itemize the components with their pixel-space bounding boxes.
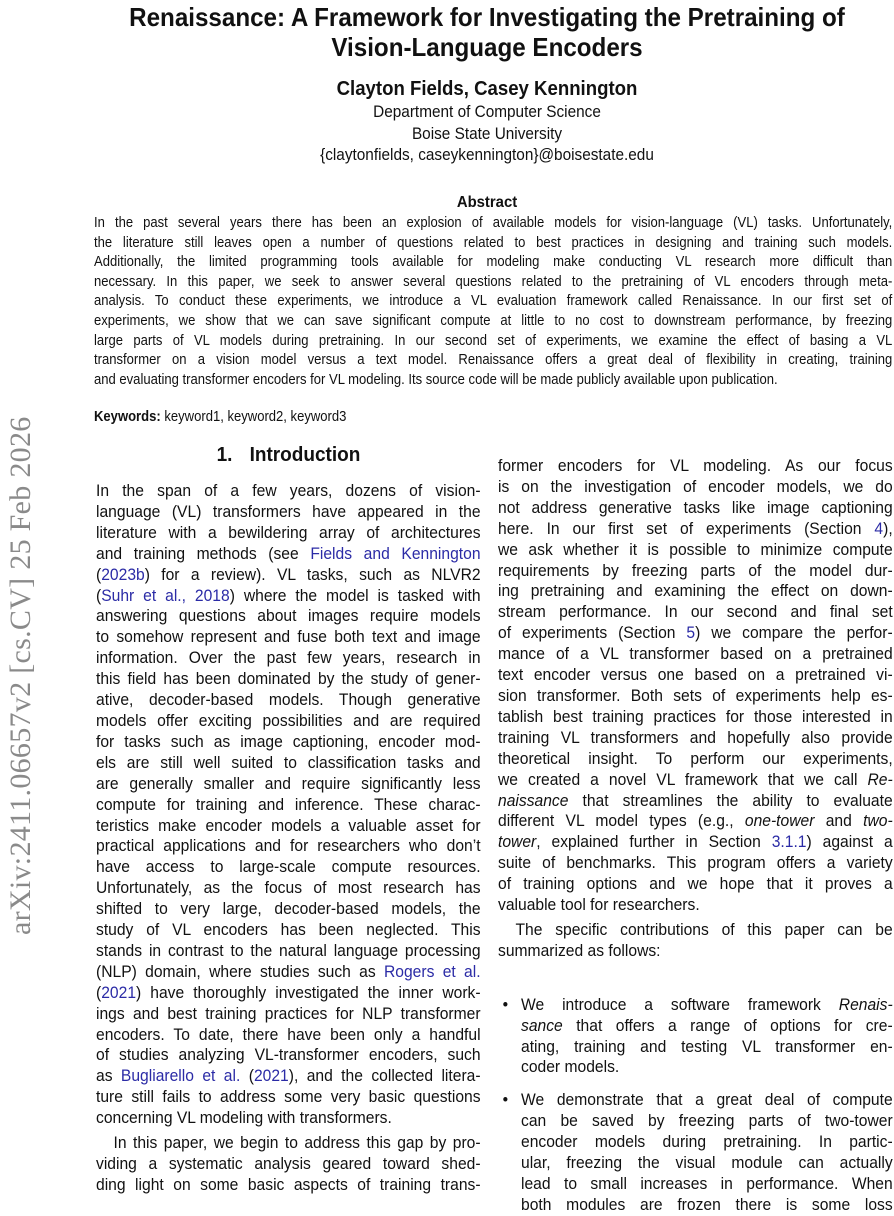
text-span: and training methods (see — [96, 543, 311, 563]
abstract-heading: Abstract — [456, 194, 518, 211]
text-span: ) where the model is tasked with — [229, 585, 481, 605]
text-line — [96, 1066, 481, 1087]
text-line: shifted to very large, decoder-based models, the — [96, 899, 481, 919]
text-line: lead to small increases in performance. When — [521, 1174, 893, 1193]
text-line: ding light on some basic aspects of training trans- — [96, 1174, 481, 1194]
text-line: are generally smaller and require significantly less — [96, 773, 481, 793]
text-line — [498, 770, 893, 791]
text-span: of experiments (Section — [498, 623, 687, 643]
text-line: analysis. To conduct these experiments, we introduce a VL evaluation framework called Renaissance. In our first set of — [94, 293, 893, 310]
text-line — [498, 811, 893, 832]
text-line: training VL transformers and hopefully also provide — [498, 727, 893, 747]
text-line — [498, 623, 893, 644]
text-span: ( — [96, 564, 102, 584]
contribution-item — [498, 995, 893, 1079]
department: Department of Computer Science — [373, 103, 601, 121]
text-span: ( — [96, 982, 102, 1002]
text-line: ular, freezing the visual module can actually — [521, 1153, 893, 1173]
text-span: We introduce a software framework — [521, 994, 839, 1014]
text-line — [498, 519, 893, 540]
text-line: mance of a VL transformer based on a pretrained — [498, 644, 893, 664]
text-line: literature with a bewildering array of architectures — [96, 522, 481, 542]
contributions-list — [498, 995, 893, 1216]
text-line: have access to large-scale compute resources. — [96, 857, 481, 877]
arxiv-identifier-stamp: arXiv:2411.06657v2 [cs.CV] 25 Feb 2026 — [4, 416, 37, 935]
citation-link[interactable]: Fields and Kennington — [310, 543, 481, 563]
right-column — [498, 456, 893, 1216]
emphasis-text: Renais- — [838, 994, 893, 1014]
paragraph — [96, 1133, 481, 1196]
emphasis-text: one-tower — [744, 811, 815, 831]
text-line: both modules are frozen there is some loss — [521, 1194, 893, 1214]
university: Boise State University — [411, 124, 563, 143]
text-span: we created a novel VL framework that we call — [498, 769, 868, 789]
text-line: tablish best training practices for those interested in — [498, 706, 893, 726]
text-line: teristics make encoder models a valuable asset for — [96, 815, 481, 835]
text-line: In the span of a few years, dozens of vision- — [96, 481, 481, 500]
citation-link[interactable]: 2021 — [253, 1066, 289, 1086]
text-line: compute for training and inference. These charac- — [96, 794, 481, 814]
emphasis-text: naissance — [498, 790, 569, 810]
text-span: that offers a range of options for cre- — [562, 1015, 893, 1035]
text-line: viding a systematic analysis geared toward shed- — [96, 1154, 481, 1173]
abstract-body — [94, 214, 892, 390]
citation-link[interactable]: 5 — [686, 623, 696, 643]
text-line: information. Over the past few years, research in — [96, 648, 481, 668]
text-line: of studies analyzing VL-transformer encoders, such — [96, 1045, 481, 1065]
text-line: practical applications and for researchers who don’t — [96, 836, 481, 856]
text-line: this field has been dominated by the study of gener- — [96, 669, 481, 689]
text-line — [96, 544, 481, 565]
citation-link[interactable]: 4 — [874, 518, 884, 538]
authors: Clayton Fields, Casey Kennington — [336, 78, 638, 100]
text-line — [96, 586, 481, 607]
emails: {claytonfields, caseykennington}@boisestate.edu — [320, 146, 654, 164]
title-line: Vision-Language Encoders — [331, 32, 643, 62]
text-line — [96, 565, 481, 586]
text-line — [498, 791, 893, 812]
citation-link[interactable]: Rogers et al. — [383, 961, 481, 981]
text-line: of training options and we hope that it proves a — [498, 874, 893, 894]
text-span: ) have thoroughly investigated the inner work- — [136, 982, 481, 1002]
emphasis-text: sance — [521, 1015, 563, 1035]
text-line: We demonstrate that a great deal of compute — [521, 1090, 893, 1110]
text-line: ative, decoder-based models. Though generative — [96, 690, 481, 710]
text-line: stands in contrast to the natural language processing — [96, 940, 481, 960]
keywords-value: keyword1, keyword2, keyword3 — [164, 409, 347, 425]
text-span: , explained further in Section — [536, 832, 772, 852]
section-heading-introduction — [106, 444, 472, 467]
bullet-icon: • — [502, 994, 509, 1014]
text-line: not address generative tasks like image captioning — [498, 497, 893, 517]
text-line — [498, 832, 893, 853]
text-line: ating, training and testing VL transformer en- — [521, 1036, 893, 1056]
keywords-label: Keywords: — [94, 409, 161, 425]
text-line: the literature still leaves open a number of questions related to best practices in designing and training such models. — [94, 234, 893, 251]
text-line: valuable tool for researchers. — [498, 895, 700, 915]
affiliation — [108, 102, 865, 167]
text-line — [96, 983, 481, 1004]
text-line: coder models. — [521, 1057, 620, 1077]
text-line: is on the investigation of encoder models, we do — [498, 476, 893, 496]
left-column — [96, 481, 481, 1196]
section-title: Introduction — [249, 444, 361, 466]
text-span: ) we compare the perfor- — [695, 623, 893, 643]
text-line: ing pretraining and examining the effect on down- — [498, 581, 893, 601]
text-line — [521, 995, 893, 1016]
contribution-item — [498, 1090, 893, 1215]
text-line: study of VL encoders has been neglected. This — [96, 920, 481, 940]
text-span: ), — [883, 518, 893, 538]
text-line: experiments, we show that we can save significant compute at little to no cost to downstream performance, by freezing — [94, 312, 893, 329]
paragraph — [498, 456, 893, 916]
text-line: we ask whether it is possible to minimize compute — [498, 539, 893, 559]
citation-link[interactable]: 2021 — [101, 982, 137, 1002]
text-span: (NLP) domain, where studies such as — [96, 961, 384, 981]
text-span: ) for a review). VL tasks, such as NLVR2 — [144, 564, 481, 584]
text-line: In this paper, we begin to address this gap by pro- — [113, 1133, 481, 1153]
emphasis-text: two- — [863, 811, 893, 831]
emphasis-text: Re- — [867, 769, 893, 789]
paper-title — [108, 2, 865, 62]
section-number: 1. — [216, 444, 233, 466]
bullet-icon: • — [502, 1090, 509, 1110]
citation-link[interactable]: 3.1.1 — [771, 832, 807, 852]
text-line: and evaluating transformer encoders for VL modeling. Its source code will be made publicly available upon publication. — [94, 371, 778, 388]
paragraph — [498, 920, 893, 962]
text-line: stream performance. In our second and final set — [498, 602, 893, 622]
text-line: summarized as follows: — [498, 940, 661, 960]
text-line: for tasks such as image captioning, encoder mod- — [96, 731, 481, 751]
text-line: ture still fails to address some very basic questions — [96, 1087, 481, 1107]
text-line: former encoders for VL modeling. As our focus — [498, 456, 893, 475]
text-span: ) against a — [806, 832, 893, 852]
text-line: large parts of VL models during pretraining. In our second set of experiments, we examine the effect of basing a VL — [94, 332, 893, 349]
text-span: and — [814, 811, 864, 831]
text-span: as — [96, 1066, 121, 1086]
text-line: In the past several years there has been an explosion of available models for vision-language (VL) tasks. Unfortunately, — [94, 215, 893, 231]
text-span: ( — [96, 585, 102, 605]
text-line: sion transformer. Both sets of experiments help es- — [498, 685, 893, 705]
text-line: necessary. In this paper, we seek to answer several questions related to the pretraining of VL encoders through meta- — [94, 273, 893, 290]
text-line: answering questions about images require models — [96, 606, 481, 626]
text-line: Unfortunately, as the focus of most research has — [96, 878, 481, 898]
text-line: encoder models during pretraining. In partic- — [521, 1132, 893, 1152]
emphasis-text: tower — [498, 832, 537, 852]
text-line: theoretical insight. To perform our experiments, — [498, 748, 893, 768]
text-span: ( — [240, 1066, 254, 1086]
text-line: ings and best training practices for NLP transformer — [96, 1003, 481, 1023]
text-line: encoders. To date, there have been only a handful — [96, 1024, 481, 1044]
text-span: here. In our first set of experiments (Section — [498, 518, 875, 538]
citation-link[interactable]: Suhr et al., 2018 — [101, 585, 230, 605]
text-line: requirements by freezing parts of the model dur- — [498, 560, 893, 580]
text-line: transformer on a vision model versus a text model. Renaissance offers a great deal of flexibility in creating, training — [94, 352, 893, 369]
text-line: to somehow represent and fuse both text and image — [96, 627, 481, 647]
citation-link[interactable]: Bugliarello et al. — [120, 1066, 241, 1086]
text-line: can be saved by freezing parts of two-tower — [521, 1111, 893, 1131]
text-line: The specific contributions of this paper can be — [515, 919, 893, 939]
text-line: els are still well suited to classification tasks and — [96, 752, 481, 772]
text-line: language (VL) transformers have appeared in the — [96, 501, 481, 521]
text-line — [96, 962, 481, 983]
keywords — [94, 409, 346, 425]
text-span: ), and the collected litera- — [288, 1066, 481, 1086]
text-span: different VL model types (e.g., — [498, 811, 745, 831]
title-line: Renaissance: A Framework for Investigating the Pretraining of — [129, 2, 845, 32]
text-line: models offer exciting possibilities and are required — [96, 710, 481, 730]
paragraph — [96, 481, 481, 1129]
text-line — [521, 1016, 893, 1037]
text-span: that streamlines the ability to evaluate — [568, 790, 893, 810]
citation-link[interactable]: 2023b — [101, 564, 145, 584]
text-line: text encoder versus one based on a pretrained vi- — [498, 665, 893, 685]
text-line: Additionally, the limited programming tools available for modeling make conducting VL research more difficult than — [94, 254, 893, 271]
text-line: suite of benchmarks. This program offers a variety — [498, 853, 893, 873]
text-line: concerning VL modeling with transformers. — [96, 1108, 392, 1128]
